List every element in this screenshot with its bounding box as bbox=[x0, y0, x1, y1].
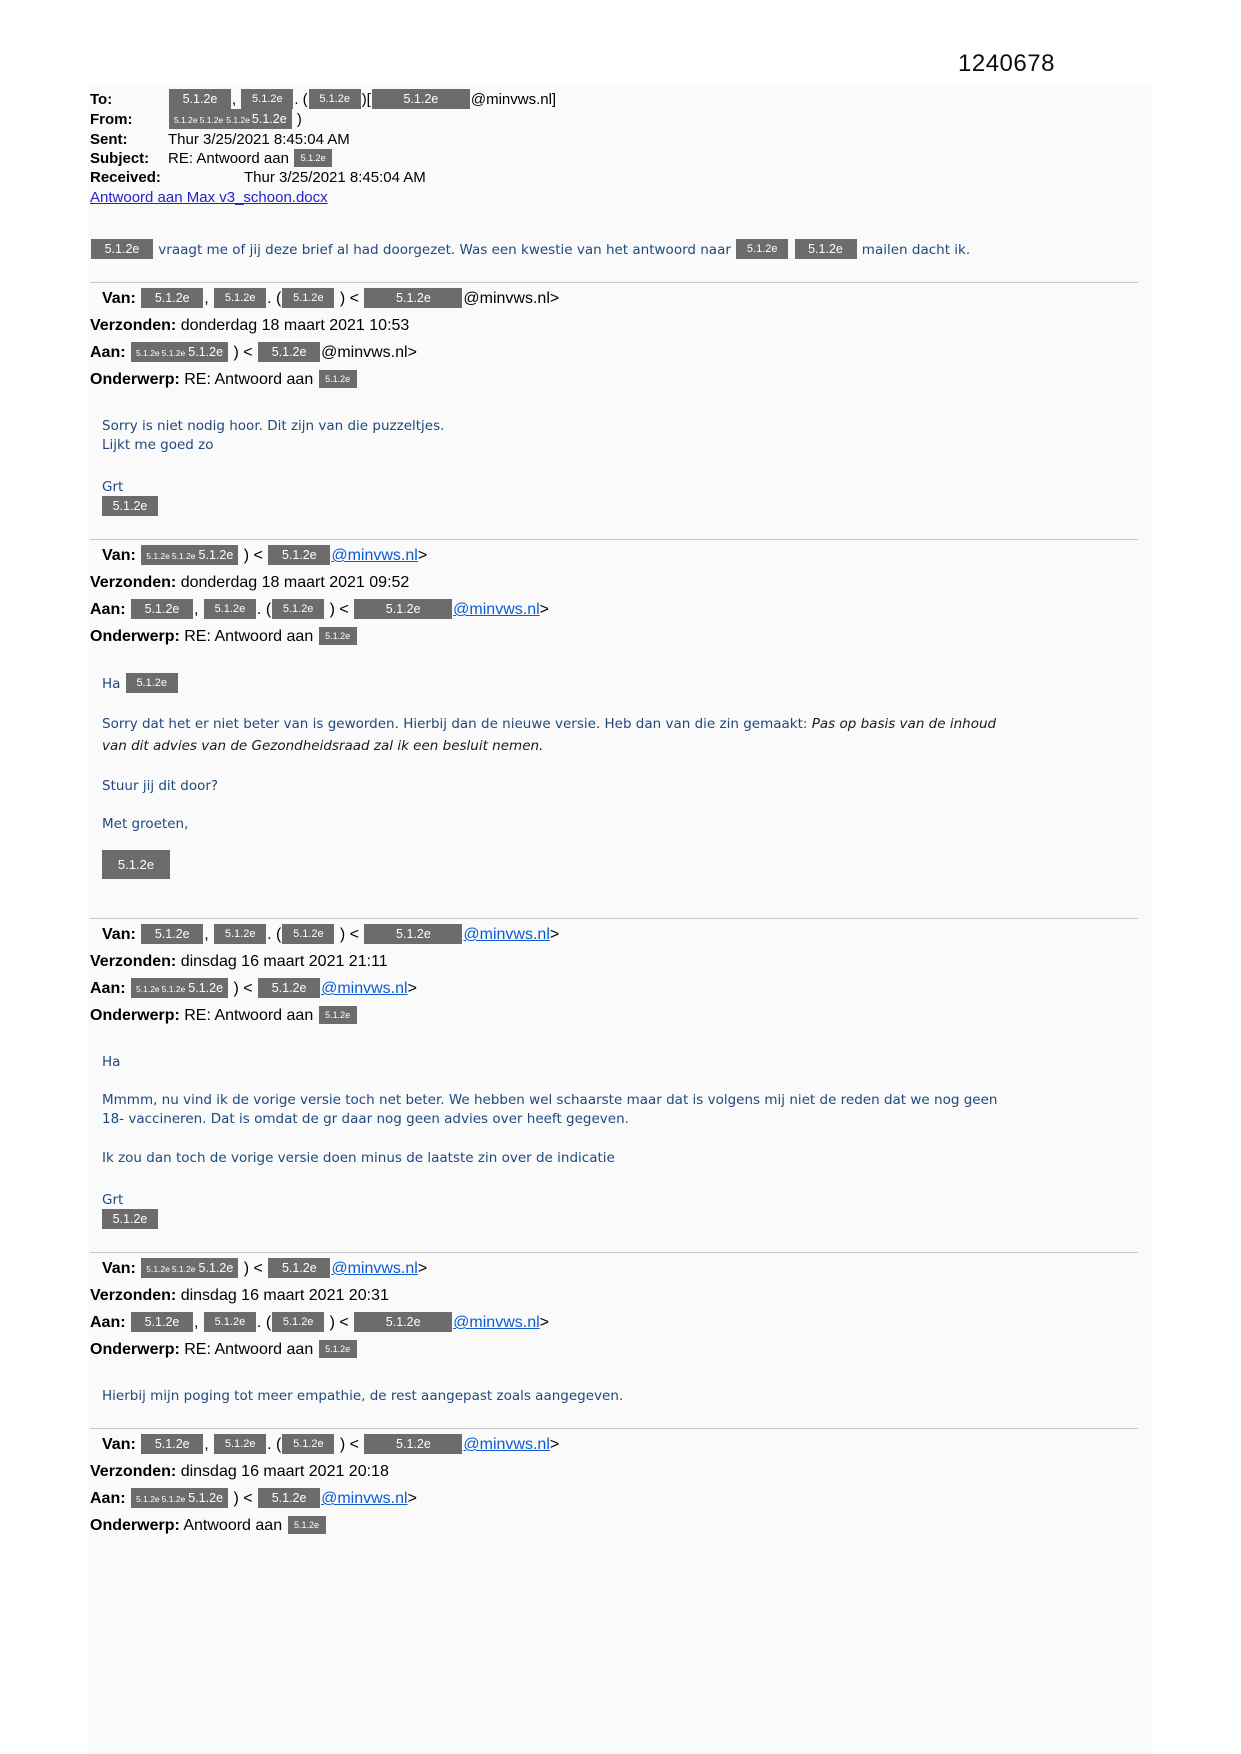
punct: ) < bbox=[329, 601, 349, 619]
minvws-link[interactable]: @minvws.nl bbox=[331, 1260, 418, 1278]
onderwerp-line: Onderwerp: RE: Antwoord aan 5.1.2e bbox=[90, 626, 1138, 648]
punct: > bbox=[407, 980, 417, 998]
redaction-box: 5.1.2e bbox=[319, 1340, 357, 1358]
punct: ) < bbox=[243, 1260, 263, 1278]
to-value bbox=[168, 90, 1138, 110]
redaction-box: 5.1.2e bbox=[736, 239, 788, 259]
greeting-line: Ha 5.1.2e bbox=[102, 674, 1014, 694]
aan-line: Aan: 5.1.2e 5.1.2e 5.1.2e ) < 5.1.2e @minvws.nl> bbox=[90, 978, 1138, 1000]
redaction-box: 5.1.2e bbox=[204, 599, 256, 619]
from-value bbox=[168, 110, 1138, 130]
redaction-box: 5.1.2e bbox=[319, 370, 357, 388]
punct: , bbox=[194, 1314, 199, 1332]
punct: . ( bbox=[294, 91, 308, 108]
punct: ) < bbox=[329, 1314, 349, 1332]
van-line: Van: 5.1.2e 5.1.2e 5.1.2e ) < 5.1.2e @minvws.nl> bbox=[90, 545, 1138, 567]
onderwerp-line: Onderwerp: RE: Antwoord aan 5.1.2e bbox=[90, 1339, 1138, 1361]
punct: ) < bbox=[233, 980, 253, 998]
redaction-box: 5.1.2e bbox=[268, 545, 330, 565]
redaction-box: 5.1.2e bbox=[282, 288, 334, 308]
redaction-box: 5.1.2e bbox=[354, 599, 452, 619]
body-paragraph: Sorry dat het er niet beter van is geworden. Hierbij dan de nieuwe versie. Heb dan van die zin gemaakt: Pas op basis van de inhoud van dit advies van de Gezondheidsraad zal ik een besluit nemen. bbox=[102, 716, 997, 755]
punct: ) < bbox=[339, 1436, 359, 1454]
punct: )[ bbox=[361, 91, 371, 108]
punct: > bbox=[407, 1490, 417, 1508]
redaction-box: 5.1.2e bbox=[141, 288, 203, 308]
punct: , bbox=[204, 926, 209, 944]
quote-separator bbox=[90, 1428, 1138, 1429]
aan-line: Aan: 5.1.2e 5.1.2e 5.1.2e ) < 5.1.2e @minvws.nl> bbox=[90, 1488, 1138, 1510]
verzonden-line: Verzonden: dinsdag 16 maart 2021 21:11 bbox=[90, 953, 388, 971]
attachment-link[interactable]: Antwoord aan Max v3_schoon.docx bbox=[90, 189, 328, 207]
from-label: From: bbox=[90, 111, 133, 129]
redaction-box: 5.1.2e bbox=[354, 1312, 452, 1332]
header-sent-row bbox=[90, 130, 1138, 149]
van-line: Van: 5.1.2e , 5.1.2e . ( 5.1.2e ) < 5.1.2e @minvws.nl> bbox=[90, 1434, 1138, 1456]
van-line: Van: 5.1.2e 5.1.2e 5.1.2e ) < 5.1.2e @minvws.nl> bbox=[90, 1258, 1138, 1280]
signature: Grt 5.1.2e bbox=[102, 1191, 1014, 1230]
redaction-box: 5.1.2e bbox=[294, 149, 332, 167]
punct: > bbox=[539, 1314, 549, 1332]
punct: ) < bbox=[339, 290, 359, 308]
message-body bbox=[90, 417, 1014, 517]
sent-label: Sent: bbox=[90, 131, 128, 149]
quoted-message-3 bbox=[90, 924, 1138, 1230]
verzonden-line: Verzonden: dinsdag 16 maart 2021 20:18 bbox=[90, 1463, 389, 1481]
received-value: Thur 3/25/2021 8:45:04 AM bbox=[244, 169, 426, 187]
email-domain: @minvws.nl] bbox=[470, 91, 557, 108]
punct: . ( bbox=[256, 601, 272, 619]
message-body bbox=[90, 1053, 1014, 1230]
quoted-message-1 bbox=[90, 288, 1138, 517]
van-line: Van: 5.1.2e , 5.1.2e . ( 5.1.2e ) < 5.1.2e @minvws.nl> bbox=[90, 924, 1138, 946]
minvws-link[interactable]: @minvws.nl bbox=[331, 547, 418, 565]
redaction-box: 5.1.2e bbox=[272, 1312, 324, 1332]
redaction-box: 5.1.2e bbox=[364, 1434, 462, 1454]
punct: ) bbox=[296, 111, 302, 129]
email-domain: @minvws.nl bbox=[321, 344, 408, 362]
subject-label: Subject: bbox=[90, 150, 150, 168]
body-paragraph: Sorry is niet nodig hoor. Dit zijn van die puzzeltjes. Lijkt me goed zo bbox=[102, 418, 445, 454]
redaction-box: 5.1.2e bbox=[372, 89, 470, 109]
punct: > bbox=[407, 344, 417, 362]
redaction-box: 5.1.2e bbox=[126, 673, 178, 693]
aan-line: Aan: 5.1.2e 5.1.2e 5.1.2e ) < 5.1.2e @minvws.nl> bbox=[90, 342, 1138, 364]
message-body bbox=[90, 674, 1014, 880]
body-paragraph: Ik zou dan toch de vorige versie doen minus de laatste zin over de indicatie bbox=[102, 1150, 615, 1167]
minvws-link[interactable]: @minvws.nl bbox=[463, 1436, 550, 1454]
redaction-box-multi: 5.1.2e 5.1.2e 5.1.2e bbox=[141, 1258, 238, 1278]
redaction-box-multi: 5.1.2e 5.1.2e 5.1.2e bbox=[141, 545, 238, 565]
punct: . ( bbox=[267, 290, 282, 308]
redaction-box: 5.1.2e bbox=[258, 978, 320, 998]
punct: , bbox=[232, 91, 237, 108]
punct: > bbox=[539, 601, 549, 619]
body-paragraph: Stuur jij dit door? bbox=[102, 778, 219, 795]
header-from-row bbox=[90, 110, 1138, 130]
quote-separator bbox=[90, 539, 1138, 540]
redaction-box: 5.1.2e bbox=[309, 89, 361, 109]
redaction-box: 5.1.2e bbox=[214, 288, 266, 308]
quote-separator bbox=[90, 282, 1138, 283]
redaction-box: 5.1.2e bbox=[282, 924, 334, 944]
quoted-message-4 bbox=[90, 1258, 1138, 1406]
redaction-box-multi: 5.1.2e 5.1.2e 5.1.2e bbox=[131, 342, 228, 362]
punct: . ( bbox=[267, 1436, 282, 1454]
punct: ) < bbox=[339, 926, 359, 944]
redaction-box: 5.1.2e bbox=[169, 89, 231, 109]
signature bbox=[102, 851, 1014, 880]
verzonden-line: Verzonden: donderdag 18 maart 2021 10:53 bbox=[90, 317, 410, 335]
sent-value: Thur 3/25/2021 8:45:04 AM bbox=[168, 131, 350, 149]
punct: , bbox=[204, 1436, 209, 1454]
redaction-box: 5.1.2e bbox=[102, 850, 170, 879]
redaction-box: 5.1.2e bbox=[272, 599, 324, 619]
verzonden-line: Verzonden: dinsdag 16 maart 2021 20:31 bbox=[90, 1287, 389, 1305]
punct: ) < bbox=[233, 344, 253, 362]
quoted-message-5 bbox=[90, 1434, 1138, 1537]
minvws-link[interactable]: @minvws.nl bbox=[321, 980, 408, 998]
punct: > bbox=[417, 547, 428, 565]
punct: , bbox=[204, 290, 209, 308]
redaction-box: 5.1.2e bbox=[102, 1209, 158, 1229]
italic-quote: Pas op basis van de inhoud van dit advies van de Gezondheidsraad zal ik een besluit nemen. bbox=[102, 716, 997, 755]
redaction-box: 5.1.2e bbox=[319, 627, 357, 645]
redaction-box: 5.1.2e bbox=[268, 1258, 330, 1278]
redaction-box: 5.1.2e bbox=[288, 1516, 326, 1534]
received-label: Received: bbox=[90, 169, 161, 187]
redaction-box: 5.1.2e bbox=[91, 239, 153, 259]
quoted-message-2 bbox=[90, 545, 1138, 880]
punct: , bbox=[194, 601, 199, 619]
minvws-link[interactable]: @minvws.nl bbox=[321, 1490, 408, 1508]
punct: > bbox=[549, 1436, 560, 1454]
attachment-row bbox=[90, 188, 1138, 207]
header-received-row bbox=[90, 168, 1138, 187]
subject-value: RE: Antwoord aan 5.1.2e bbox=[168, 149, 1138, 168]
redaction-box: 5.1.2e bbox=[141, 924, 203, 944]
aan-line: Aan: 5.1.2e , 5.1.2e . ( 5.1.2e ) < 5.1.2e @minvws.nl> bbox=[90, 599, 1138, 621]
greeting-line: Ha bbox=[102, 1054, 121, 1071]
quote-separator bbox=[90, 1252, 1138, 1253]
redaction-box: 5.1.2e bbox=[204, 1312, 256, 1332]
punct: ) < bbox=[243, 547, 263, 565]
minvws-link[interactable]: @minvws.nl bbox=[453, 1314, 540, 1332]
punct: > bbox=[417, 1260, 428, 1278]
punct: > bbox=[549, 926, 560, 944]
redaction-box: 5.1.2e bbox=[258, 342, 320, 362]
header-to-row bbox=[90, 90, 1138, 110]
header-subject-row bbox=[90, 149, 1138, 168]
body-paragraph: Met groeten, bbox=[102, 816, 189, 833]
redaction-box: 5.1.2e bbox=[282, 1434, 334, 1454]
punct: ) < bbox=[233, 1490, 253, 1508]
redaction-box-multi: 5.1.2e 5.1.2e 5.1.2e bbox=[131, 978, 228, 998]
punct: . ( bbox=[256, 1314, 272, 1332]
aan-line: Aan: 5.1.2e , 5.1.2e . ( 5.1.2e ) < 5.1.2e @minvws.nl> bbox=[90, 1312, 1138, 1334]
verzonden-line: Verzonden: donderdag 18 maart 2021 09:52 bbox=[90, 574, 410, 592]
onderwerp-line: Onderwerp: RE: Antwoord aan 5.1.2e bbox=[90, 369, 1138, 391]
redaction-box: 5.1.2e bbox=[102, 496, 158, 516]
message-body bbox=[90, 1387, 1014, 1406]
signature: Grt 5.1.2e bbox=[102, 478, 1014, 517]
quote-separator bbox=[90, 918, 1138, 919]
to-label: To: bbox=[90, 91, 113, 108]
redaction-box: 5.1.2e bbox=[241, 89, 293, 109]
email-domain: @minvws.nl bbox=[463, 290, 550, 308]
intro-message: 5.1.2e vraagt me of jij deze brief al had doorgezet. Was een kwestie van het antwoord naar 5.1.2e 5.1.2e mailen dacht ik. bbox=[90, 240, 1138, 260]
onderwerp-line: Onderwerp: Antwoord aan 5.1.2e bbox=[90, 1515, 1138, 1537]
redaction-box: 5.1.2e bbox=[364, 288, 462, 308]
redaction-box: 5.1.2e bbox=[214, 1434, 266, 1454]
redaction-box: 5.1.2e bbox=[319, 1006, 357, 1024]
punct: > bbox=[549, 290, 560, 308]
email-document bbox=[90, 90, 1138, 1537]
redaction-box: 5.1.2e bbox=[258, 1488, 320, 1508]
body-paragraph: Hierbij mijn poging tot meer empathie, de rest aangepast zoals aangegeven. bbox=[102, 1388, 624, 1405]
redaction-box: 5.1.2e bbox=[141, 1434, 203, 1454]
redaction-box: 5.1.2e bbox=[364, 924, 462, 944]
redaction-box: 5.1.2e bbox=[131, 599, 193, 619]
van-line: Van: 5.1.2e , 5.1.2e . ( 5.1.2e ) < 5.1.2e @minvws.nl> bbox=[90, 288, 1138, 310]
redaction-box-multi: 5.1.2e 5.1.2e 5.1.2e 5.1.2e bbox=[169, 109, 292, 129]
onderwerp-line: Onderwerp: RE: Antwoord aan 5.1.2e bbox=[90, 1005, 1138, 1027]
redaction-box: 5.1.2e bbox=[131, 1312, 193, 1332]
redaction-box-multi: 5.1.2e 5.1.2e 5.1.2e bbox=[131, 1488, 228, 1508]
redaction-box: 5.1.2e bbox=[214, 924, 266, 944]
redaction-box: 5.1.2e bbox=[795, 239, 857, 259]
minvws-link[interactable]: @minvws.nl bbox=[453, 601, 540, 619]
document-number: 1240678 bbox=[958, 50, 1055, 77]
punct: . ( bbox=[267, 926, 282, 944]
body-paragraph: Mmmm, nu vind ik de vorige versie toch net beter. We hebben wel schaarste maar dat is volgens mij niet de reden dat we nog geen 18- vaccineren. Dat is omdat de gr daar nog geen advies over heeft gegeven. bbox=[102, 1092, 998, 1128]
minvws-link[interactable]: @minvws.nl bbox=[463, 926, 550, 944]
